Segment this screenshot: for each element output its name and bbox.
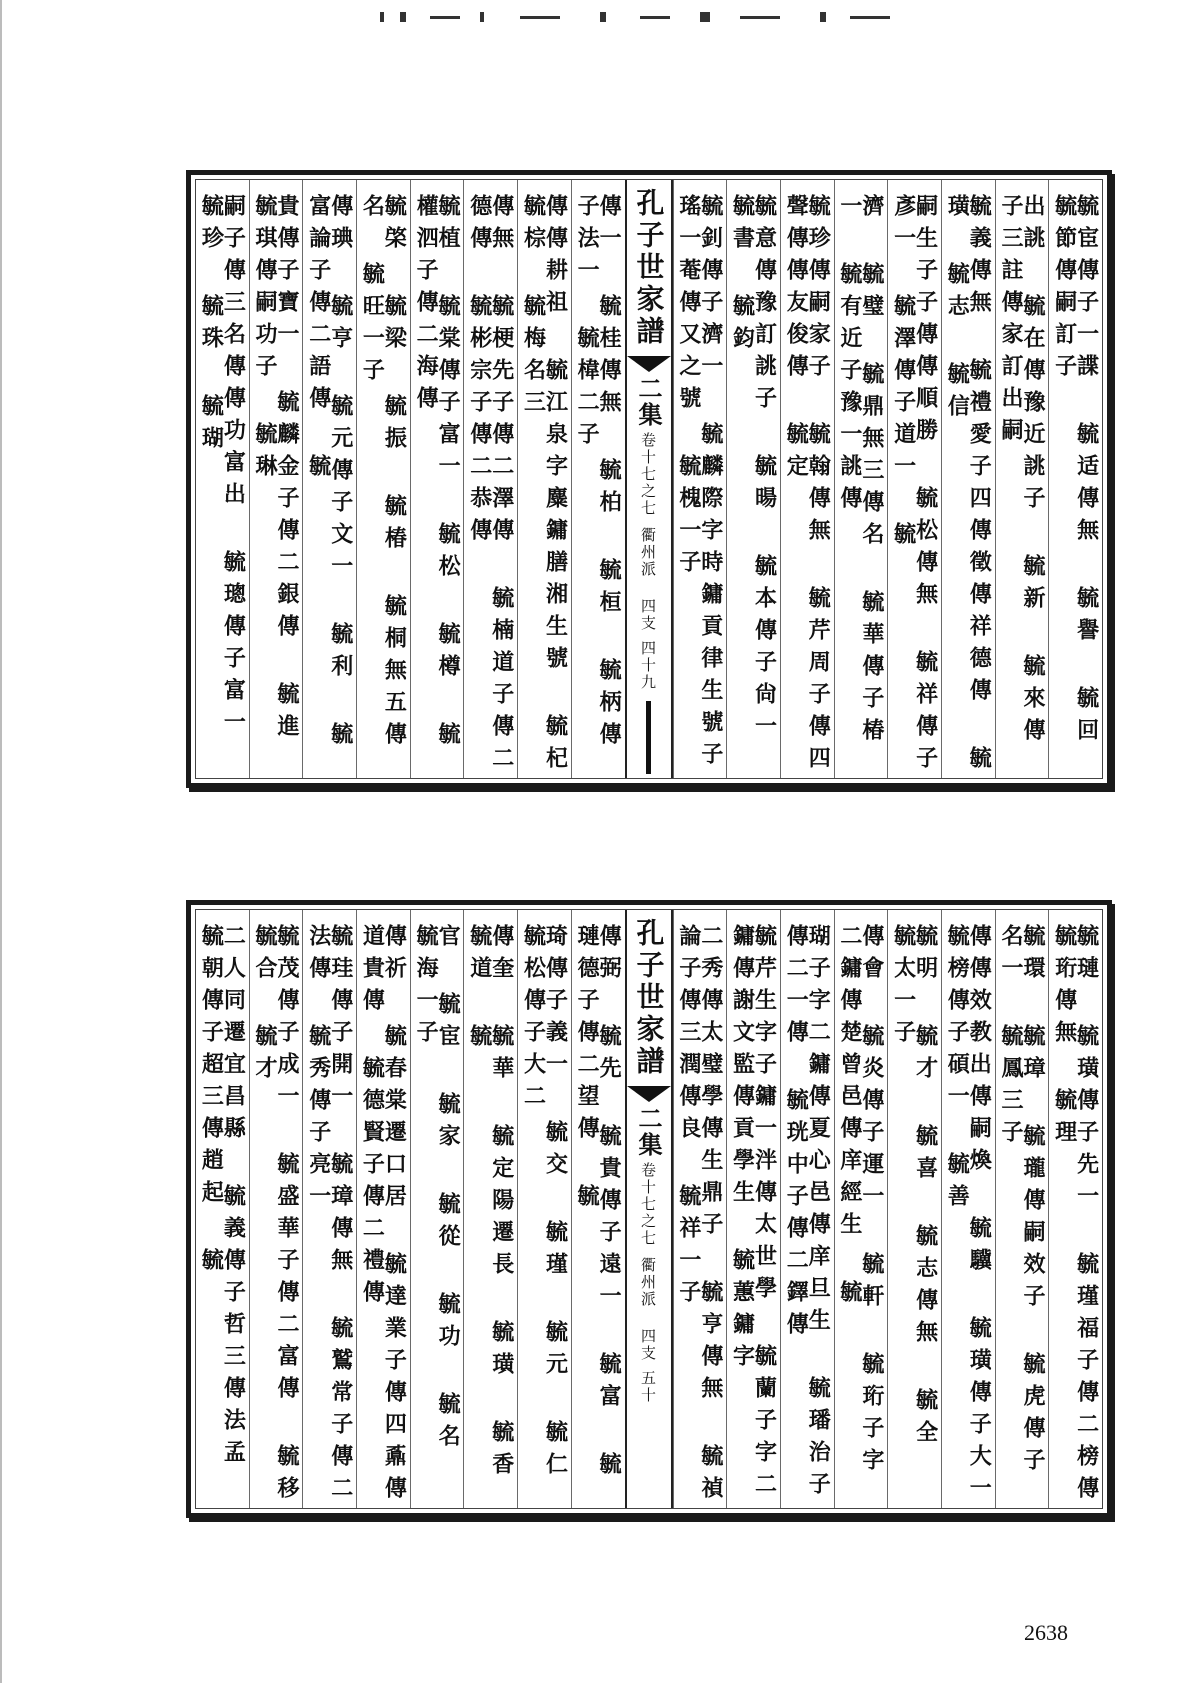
- entry-column: 毓釗傳子濟一 毓麟際字時鏞貢律生號子瑤一菴傳又之號 毓槐一子: [673, 180, 727, 778]
- entry-column: 傳傳耕祖 毓江泉字麋鏞膳湘生號 毓杞 毓棕 毓梅名三: [517, 180, 571, 778]
- center-fold-column: [625, 910, 673, 1508]
- entry-column: 嗣子傳三名傳傳功富出 毓璁傳子富一 毓珍 毓珠 毓瑚: [198, 194, 247, 742]
- entry-column: 毓意傳豫訂誂子 毓暘 毓本傳子尙一 毓書 毓鈞: [726, 180, 780, 778]
- entry-column: 出誂 毓在傳豫近誂子 毓新 毓來傳子三註傳家訂出嗣: [995, 180, 1049, 778]
- branch-label: 衢州派 四支: [639, 1257, 657, 1362]
- entry-column: 傳無 毓梗先子傳二澤傳 毓楠道子傳二德傳 毓彬宗子傳二恭傳: [463, 180, 517, 778]
- branch-label: 衢州派 四支: [639, 527, 657, 632]
- entry-column: 毓植 毓棠傳子富一 毓松 毓樽 毓權泗子傳二海傳: [410, 180, 464, 778]
- entry-column: 貴傳子寶一 毓麟金子傳二銀傳 毓進 毓琪傳嗣功子 毓琳: [249, 180, 303, 778]
- book-title: 孔子世家譜: [632, 188, 666, 348]
- collection-label: 二集: [634, 376, 663, 428]
- entry-column: 傳一 毓桂傳無 毓柏 毓桓 毓柄傳子法一 毓椲二子: [571, 180, 625, 778]
- leaf-number: 四十九: [639, 640, 657, 691]
- entry-column: 瑚子字二鏞傳夏心邑傳庠旦生 毓璠治子傳二一傳 毓珖中子傳二鐸傳: [780, 910, 834, 1508]
- page-number: 2638: [1024, 1620, 1068, 1645]
- book-title: 孔子世家譜: [632, 918, 666, 1078]
- volume-label: 卷十七之七: [639, 1162, 657, 1247]
- entry-column: 毓璉 毓璜傳子先一 毓瑾福子傳二榜傳 毓珩傳無 毓理: [1048, 910, 1102, 1508]
- leaf-number: 五十: [639, 1370, 657, 1404]
- entry-column: 毓宦傳子一諜 毓适傳無 毓譽 毓回 毓節傳嗣訂子: [1048, 180, 1102, 778]
- panel-1-columns: [195, 179, 1103, 779]
- entry-column: 嗣生子子傳傳順勝 毓松傳無 毓祥傳子彥一 毓澤傳子道一 毓: [887, 180, 941, 778]
- entry-column: 二秀傳太璧學傳生鼎子 毓亨傳無 毓禎論子傳三潤傳良 毓祥一子: [673, 910, 727, 1508]
- entry-column: 傳傳效教出傳嗣煥 毓驥 毓璜傳子大一 毓榜傳子碩一 毓善: [941, 910, 995, 1508]
- collection-label: 二集: [634, 1106, 663, 1158]
- entry-column: 傳奎 毓華 毓定陽遷長 毓璜 毓香 毓道 毓: [463, 910, 517, 1508]
- entry-column: 毓棨 毓梁 毓振 毓椿 毓桐無五傳名 毓旺一子: [356, 180, 410, 778]
- center-fold-column: [625, 180, 673, 778]
- entry-column: 二人同遷宜昌縣 毓義傳子哲三傳法孟 毓朝傳子超三傳趙起 毓: [198, 924, 247, 1472]
- entry-column: 琦傳子義一 毓交 毓瑾 毓元 毓仁 毓松傳子大二: [517, 910, 571, 1508]
- center-black-bar: [646, 701, 651, 774]
- fish-tail-mark: [627, 1086, 671, 1102]
- entry-column: 官 毓宦 毓家 毓從 毓功 毓名 毓海一子: [410, 910, 464, 1508]
- panel-2-columns: [195, 909, 1103, 1509]
- entry-column: 毓茂傳子成一 毓盛華子傳二富傳 毓移 毓合 毓才: [249, 910, 303, 1508]
- entry-column: 毓珪傳子開一 毓璋傳無 毓鷲常子傳二法傳 毓秀傳子亮一: [302, 910, 356, 1508]
- entry-column: 毓珍傳嗣家子 毓翰傳無 毓芹周子傳四聲傳傳友俊傳 毓定: [780, 180, 834, 778]
- fish-tail-mark: [627, 356, 671, 372]
- scan-top-artifact: [0, 12, 950, 22]
- entry-column: 毓明 毓才 毓喜 毓志傳無 毓全 毓太一子: [887, 910, 941, 1508]
- genealogy-page-panel-1: [186, 170, 1112, 788]
- entry-column: 傳祈 毓春棠遷口居 毓達業子傳四鼒傳道貴傳 毓德賢子傳二禮傳: [356, 910, 410, 1508]
- entry-column: 毓芹生字子鏞一泮傳太世學 毓蘭子字二鏞傳謝文監傳貢學生 毓蕙鏞字: [726, 910, 780, 1508]
- entry-column: 傳弼 毓先 毓貴傳子遠一 毓富 毓璉德子傳二望傳 毓: [571, 910, 625, 1508]
- entry-column: 毓義傳無 毓禮愛子四傳徵傳祥德傳 毓璜 毓志 毓信: [941, 180, 995, 778]
- volume-label: 卷十七之七: [639, 432, 657, 517]
- entry-column: 濟 毓璧 毓鼎無三傳名 毓華傳子椿一 毓有近子豫一誂傳: [834, 180, 888, 778]
- entry-column: 傳會 毓炎傳子運一 毓軒 毓珩子字二鏞傳楚曾邑傳庠經生 毓: [834, 910, 888, 1508]
- entry-column: 毓環 毓璋 毓瓏傳嗣效子 毓虎傳子名一 毓鳳三子: [995, 910, 1049, 1508]
- genealogy-page-panel-2: [186, 900, 1112, 1518]
- scan-edge-line: [0, 0, 2, 1683]
- entry-column: 傳琠 毓亨 毓元傳子文一 毓利 毓富論子傳二語傳 毓: [302, 180, 356, 778]
